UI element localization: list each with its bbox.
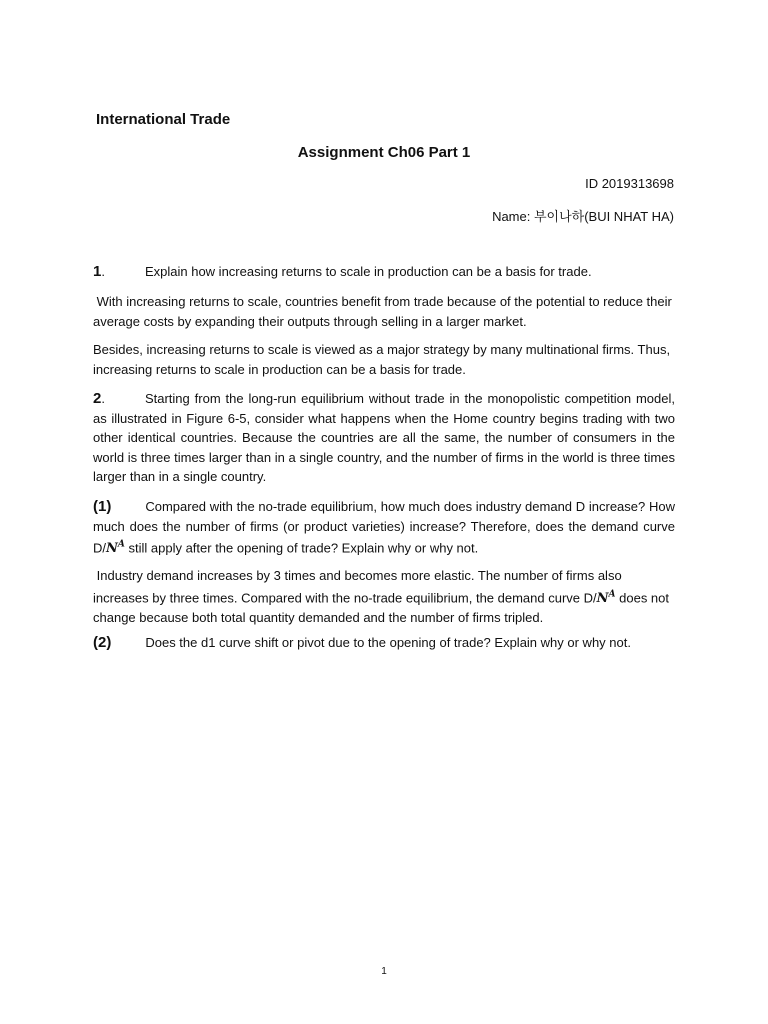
student-name: Name: 부이나하(BUI NHAT HA)	[492, 209, 674, 224]
course-title: International Trade	[96, 111, 231, 128]
sub-question-1-label: (1)	[93, 498, 112, 515]
sub-question-2-text: Does the d1 curve shift or pivot due to the opening of trade? Explain why or why not.	[145, 635, 631, 650]
answer-1-paragraph-2: Besides, increasing returns to scale is viewed as a major strategy by many multinational firms. Thus, increasing returns to scale in production can be a basis for trade.	[93, 342, 671, 377]
sub-question-2-label: (2)	[93, 634, 112, 651]
question-2-dot: .	[101, 391, 105, 406]
student-id: ID 2019313698	[585, 176, 674, 191]
question-1	[93, 262, 675, 282]
question-2-text: Starting from the long-run equilibrium without trade in the monopolistic competition model, as illustrated in Figure 6-5, consider what happens when the Home country begins trading with two other identical countries. Because the countries are all the same, the number of consumers in the world is three times larger than in a single country, and the number of firms in the world is three times larger than in a single country.	[93, 391, 675, 484]
answer-1-text-1: With increasing returns to scale, countries benefit from trade because of the potential to reduce their average costs by expanding their outputs through selling in a larger market.	[93, 294, 672, 329]
page-number: 1	[381, 966, 387, 977]
answer-sub-1-text-end: does not change because both total quantity demanded and the number of firms tripled.	[93, 589, 670, 626]
sub-question-1-text-end: still apply after the opening of trade? Explain why or why not.	[124, 540, 479, 556]
sub-question-2	[93, 633, 675, 653]
sub-question-1	[93, 497, 675, 559]
sub-question-1-text: Compared with the no-trade equilibrium, how much does industry demand D increase? How much does the number of firms (or product varieties) increase? Therefore, does the demand curve D/	[93, 499, 675, 556]
math-n-a: $N^A$	[596, 589, 616, 606]
question-1-number: 1	[93, 263, 102, 280]
question-1-text: Explain how increasing returns to scale in production can be a basis for trade.	[144, 264, 592, 279]
question-1-dot: .	[101, 264, 105, 279]
answer-sub-1	[93, 566, 675, 628]
answer-1-paragraph-1	[93, 292, 675, 331]
assignment-title: Assignment Ch06 Part 1	[297, 144, 471, 161]
question-2	[93, 389, 675, 487]
answer-sub-1-text: Industry demand increases by 3 times and becomes more elastic. The number of firms also increases by three times. Compared with the no-trade equilibrium, the demand curve D/	[93, 568, 622, 605]
math-n-a: $N^A$	[106, 540, 125, 557]
question-2-number: 2	[93, 390, 102, 407]
